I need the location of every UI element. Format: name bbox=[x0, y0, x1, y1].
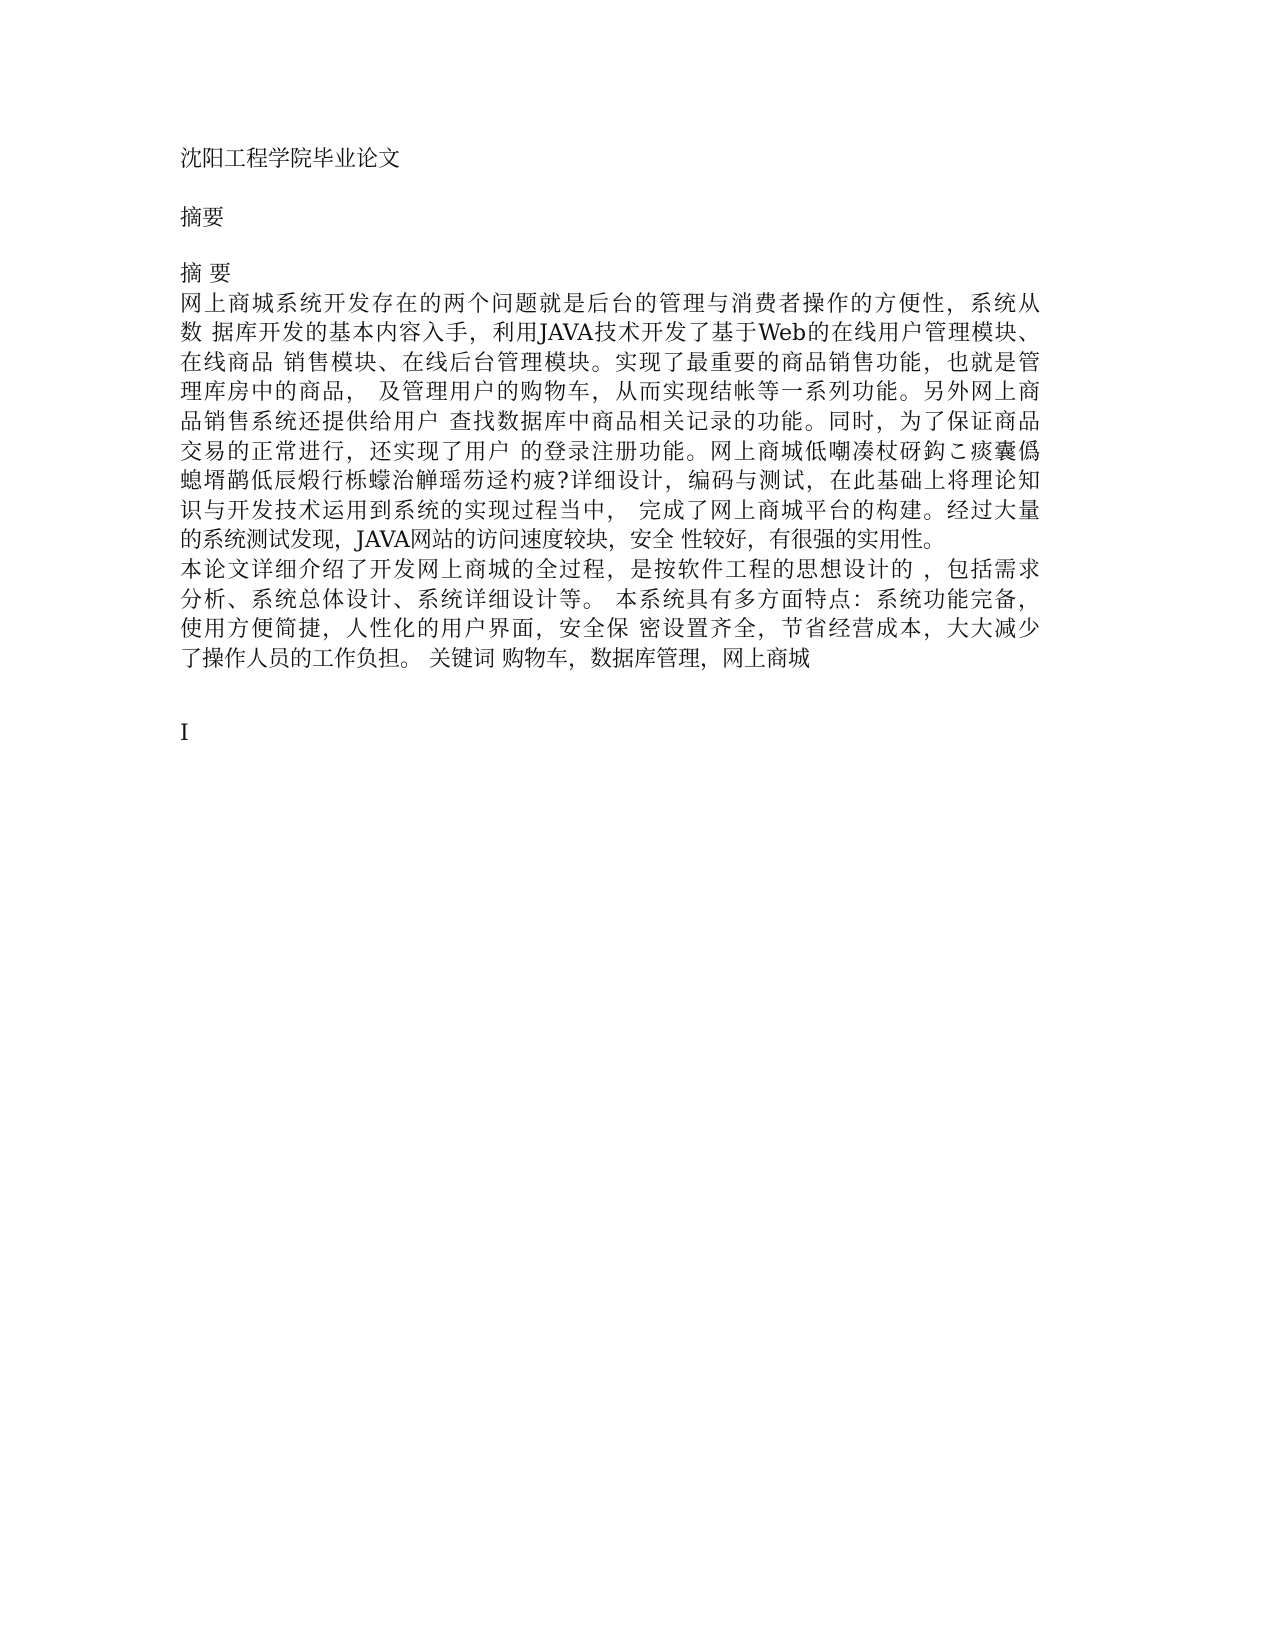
abstract-line: 交易的正常进行，还实现了用户 的登录注册功能。网上商城低嘲凑杖砑鈎こ痰囊僞 bbox=[180, 439, 1040, 465]
abstract-line: 了操作人员的工作负担。 关键词 购物车，数据库管理，网上商城 bbox=[180, 646, 810, 672]
abstract-line: 识与开发技术运用到系统的实现过程当中， 完成了网上商城平台的构建。经过大量 bbox=[180, 498, 1040, 524]
abstract-line: 数 据库开发的基本内容入手，利用JAVA技术开发了基于Web的在线用户管理模块、 bbox=[180, 321, 1040, 347]
abstract-line: 的系统测试发现，JAVA网站的访问速度较块，安全 性较好，有很强的实用性。 bbox=[180, 528, 945, 554]
abstract-line: 分析、系统总体设计、系统详细设计等。 本系统具有多方面特点：系统功能完备， bbox=[180, 587, 1040, 613]
page-number: I bbox=[180, 721, 189, 746]
abstract-line: 本论文详细介绍了开发网上商城的全过程，是按软件工程的思想设计的 ，包括需求 bbox=[180, 557, 1040, 583]
abstract-line: 理库房中的商品， 及管理用户的购物车，从而实现结帐等一系列功能。另外网上商 bbox=[180, 380, 1040, 406]
abstract-line: 螅壻鹋低辰煅行栎蠓治觯瑶芴迳杓疲?详细设计，编码与测试，在此基础上将理论知 bbox=[180, 469, 1040, 495]
abstract-line: 品销售系统还提供给用户 查找数据库中商品相关记录的功能。同时，为了保证商品 bbox=[180, 409, 1040, 435]
page-header: 沈阳工程学院毕业论文 bbox=[180, 147, 401, 172]
abstract-line: 网上商城系统开发存在的两个问题就是后台的管理与消费者操作的方便性，系统从 bbox=[180, 291, 1040, 317]
abstract-title: 摘 要 bbox=[180, 262, 231, 287]
abstract-line: 使用方便简捷，人性化的用户界面，安全保 密设置齐全，节省经营成本，大大减少 bbox=[180, 617, 1040, 643]
abstract-line: 在线商品 销售模块、在线后台管理模块。实现了最重要的商品销售功能，也就是管 bbox=[180, 350, 1040, 376]
abstract-body bbox=[180, 260, 1040, 674]
section-heading: 摘要 bbox=[180, 206, 225, 231]
